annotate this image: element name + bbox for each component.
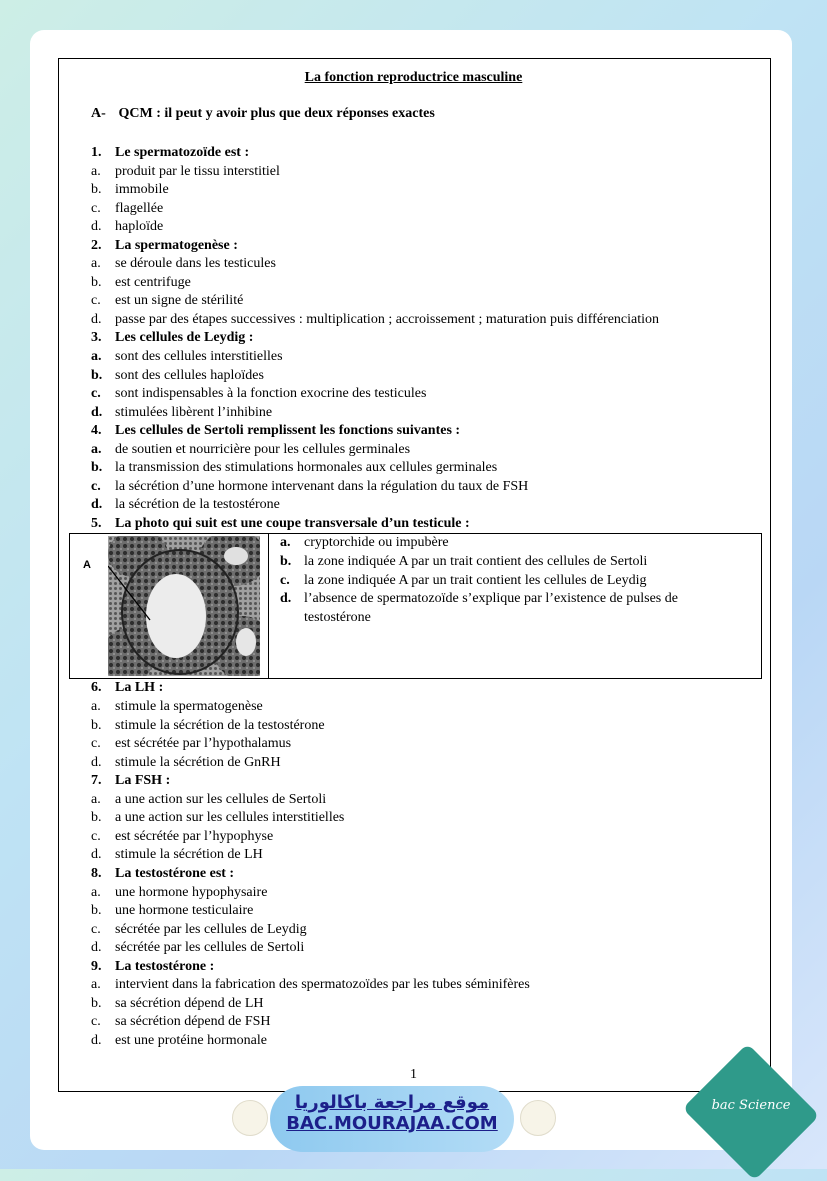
option <box>91 200 767 219</box>
question-number: 7. <box>91 773 102 789</box>
option-letter: c. <box>91 293 101 309</box>
question-text: Les cellules de Leydig : <box>115 330 254 346</box>
option-letter: a. <box>91 884 101 900</box>
option-letter: b. <box>91 274 102 290</box>
option-text: a une action sur les cellules interstitielles <box>115 810 345 826</box>
option-text: intervient dans la fabrication des spermatozoïdes par les tubes séminifères <box>115 977 530 993</box>
document-title: La fonction reproductrice masculine <box>304 70 523 85</box>
option-text: haploïde <box>115 219 164 235</box>
option-letter: a. <box>91 441 102 457</box>
question-9 <box>91 958 767 977</box>
question-number: 2. <box>91 237 102 253</box>
option-letter: b. <box>91 367 103 383</box>
option-text: une hormone testiculaire <box>115 903 254 919</box>
option <box>91 163 767 182</box>
option-text: est un signe de stérilité <box>115 293 244 309</box>
option-text: sont indispensables à la fonction exocrine des testicules <box>115 386 427 402</box>
option-letter: b. <box>91 717 102 733</box>
option <box>91 754 767 773</box>
option-text: de soutien et nourricière pour les cellules germinales <box>115 441 411 457</box>
option <box>91 1013 767 1032</box>
option <box>91 274 767 293</box>
option-text: sécrétée par les cellules de Leydig <box>115 921 307 937</box>
option <box>91 1032 767 1051</box>
option-text: a une action sur les cellules de Sertoli <box>115 791 327 807</box>
option-text: est centrifuge <box>115 274 191 290</box>
question-4 <box>91 422 767 441</box>
question-8 <box>91 865 767 884</box>
option <box>280 590 760 627</box>
option <box>91 255 767 274</box>
option-letter: d. <box>91 940 102 956</box>
option-letter: c. <box>91 736 101 752</box>
option-letter: a. <box>91 791 101 807</box>
option-text: stimulées libèrent l’inhibine <box>115 404 273 420</box>
question-number: 6. <box>91 680 102 696</box>
option <box>91 459 767 478</box>
option <box>91 995 767 1014</box>
option-letter: c. <box>91 828 101 844</box>
option-letter: b. <box>91 995 102 1011</box>
option <box>91 292 767 311</box>
option <box>91 311 767 330</box>
option <box>280 572 760 591</box>
option <box>91 348 767 367</box>
option <box>91 976 767 995</box>
option-letter: a. <box>91 699 101 715</box>
option-letter: a. <box>91 256 101 272</box>
question-3 <box>91 329 767 348</box>
option <box>91 478 767 497</box>
option-text: stimule la sécrétion de la testostérone <box>115 717 325 733</box>
bac-science-logo-text: bac Science <box>711 1098 791 1113</box>
option-letter: b. <box>91 460 103 476</box>
section-heading <box>91 106 435 122</box>
option-text: la zone indiquée A par un trait contient les cellules de Leydig <box>304 572 647 588</box>
right-logo-icon <box>520 1100 556 1136</box>
question-text: La LH : <box>115 680 164 696</box>
option <box>91 828 767 847</box>
option-text: la transmission des stimulations hormonales aux cellules germinales <box>115 460 498 476</box>
question-number: 1. <box>91 145 102 160</box>
option-letter: c. <box>91 1014 101 1030</box>
option-letter: c. <box>91 921 101 937</box>
option <box>91 939 767 958</box>
testis-section-photo <box>108 536 260 676</box>
option-text: se déroule dans les testicules <box>115 256 276 272</box>
option-text: cryptorchide ou impubère <box>304 535 449 551</box>
footer-banner[interactable] <box>270 1086 514 1152</box>
option <box>91 717 767 736</box>
question-number: 9. <box>91 958 102 974</box>
option-letter: d. <box>280 591 292 607</box>
option <box>91 902 767 921</box>
option-text: stimule la spermatogenèse <box>115 699 263 715</box>
option-text: la sécrétion d’une hormone intervenant dans la régulation du taux de FSH <box>115 478 529 494</box>
question-text: La photo qui suit est une coupe transversale d’un testicule : <box>115 515 470 531</box>
option-text: est sécrétée par l’hypophyse <box>115 828 274 844</box>
question-text: La testostérone : <box>115 958 215 974</box>
option-letter: b. <box>91 903 102 919</box>
option-letter: d. <box>91 404 103 420</box>
option <box>91 218 767 237</box>
option-text: flagellée <box>115 200 164 216</box>
option-text: une hormone hypophysaire <box>115 884 268 900</box>
photo-table <box>69 533 762 679</box>
question-number: 3. <box>91 330 102 346</box>
option <box>91 698 767 717</box>
option-letter: b. <box>91 810 102 826</box>
left-logo-icon <box>232 1100 268 1136</box>
option <box>91 884 767 903</box>
option-text: la sécrétion de la testostérone <box>115 497 280 513</box>
option-text: est sécrétée par l’hypothalamus <box>115 736 292 752</box>
option <box>91 791 767 810</box>
questions-list <box>83 144 767 1050</box>
section-label: A- <box>91 106 106 121</box>
option <box>91 921 767 940</box>
option-letter: a. <box>91 163 101 179</box>
question-6 <box>91 679 767 698</box>
option-letter: d. <box>91 219 102 235</box>
option-letter: a. <box>91 977 101 993</box>
question-text: Le spermatozoïde est : <box>115 145 250 160</box>
photo-cell <box>70 534 269 678</box>
footer-site-link[interactable]: BAC.MOURAJAA.COM <box>286 1113 498 1134</box>
option <box>91 367 767 386</box>
option <box>280 553 760 572</box>
option-text: sa sécrétion dépend de FSH <box>115 1014 271 1030</box>
question-number: 4. <box>91 423 102 439</box>
photo-options <box>280 534 760 627</box>
option-text: immobile <box>115 182 169 198</box>
option <box>280 534 760 553</box>
option-letter: d. <box>91 1032 102 1048</box>
option-text: stimule la sécrétion de LH <box>115 847 263 863</box>
section-text: QCM : il peut y avoir plus que deux réponses exactes <box>118 106 435 121</box>
option-letter: c. <box>91 386 101 402</box>
option-letter: a. <box>91 349 102 365</box>
question-number: 8. <box>91 865 102 881</box>
question-text: Les cellules de Sertoli remplissent les fonctions suivantes : <box>115 423 461 439</box>
option <box>91 404 767 423</box>
question-text: La testostérone est : <box>115 865 235 881</box>
option-text: sont des cellules interstitielles <box>115 349 283 365</box>
option-letter: b. <box>280 554 292 570</box>
option-letter: c. <box>280 572 290 588</box>
option-text: produit par le tissu interstitiel <box>115 163 280 179</box>
question-5 <box>91 515 767 534</box>
micrograph-image <box>108 536 260 676</box>
question-1 <box>91 144 767 163</box>
footer-arabic-text: موقع مراجعة باكالوريا <box>294 1092 490 1113</box>
option <box>91 735 767 754</box>
option <box>91 846 767 865</box>
option-text: la zone indiquée A par un trait contient des cellules de Sertoli <box>304 554 648 570</box>
question-2 <box>91 237 767 256</box>
option-letter: a. <box>280 535 291 551</box>
option-text: sont des cellules haploïdes <box>115 367 264 383</box>
page-number: 1 <box>410 1067 417 1082</box>
option <box>91 441 767 460</box>
question-7 <box>91 772 767 791</box>
option-text: passe par des étapes successives : multiplication ; accroissement ; maturation puis différenciation <box>115 311 660 327</box>
option-letter: d. <box>91 847 102 863</box>
option-text: l’absence de spermatozoïde s’explique par l’existence de pulses de testostérone <box>304 591 678 625</box>
option-letter: c. <box>91 200 101 216</box>
option-letter: b. <box>91 182 102 198</box>
option <box>91 496 767 515</box>
option-text: stimule la sécrétion de GnRH <box>115 754 281 770</box>
option <box>91 385 767 404</box>
option-text: est une protéine hormonale <box>115 1032 268 1048</box>
question-number: 5. <box>91 515 102 531</box>
photo-label-a: A <box>83 559 91 572</box>
option-text: sa sécrétion dépend de LH <box>115 995 264 1011</box>
option-letter: c. <box>91 478 101 494</box>
option-text: sécrétée par les cellules de Sertoli <box>115 940 305 956</box>
question-text: La spermatogenèse : <box>115 237 238 253</box>
question-text: La FSH : <box>115 773 171 789</box>
option-letter: d. <box>91 497 103 513</box>
option-letter: d. <box>91 754 102 770</box>
option-letter: d. <box>91 311 102 327</box>
option <box>91 809 767 828</box>
option <box>91 181 767 200</box>
